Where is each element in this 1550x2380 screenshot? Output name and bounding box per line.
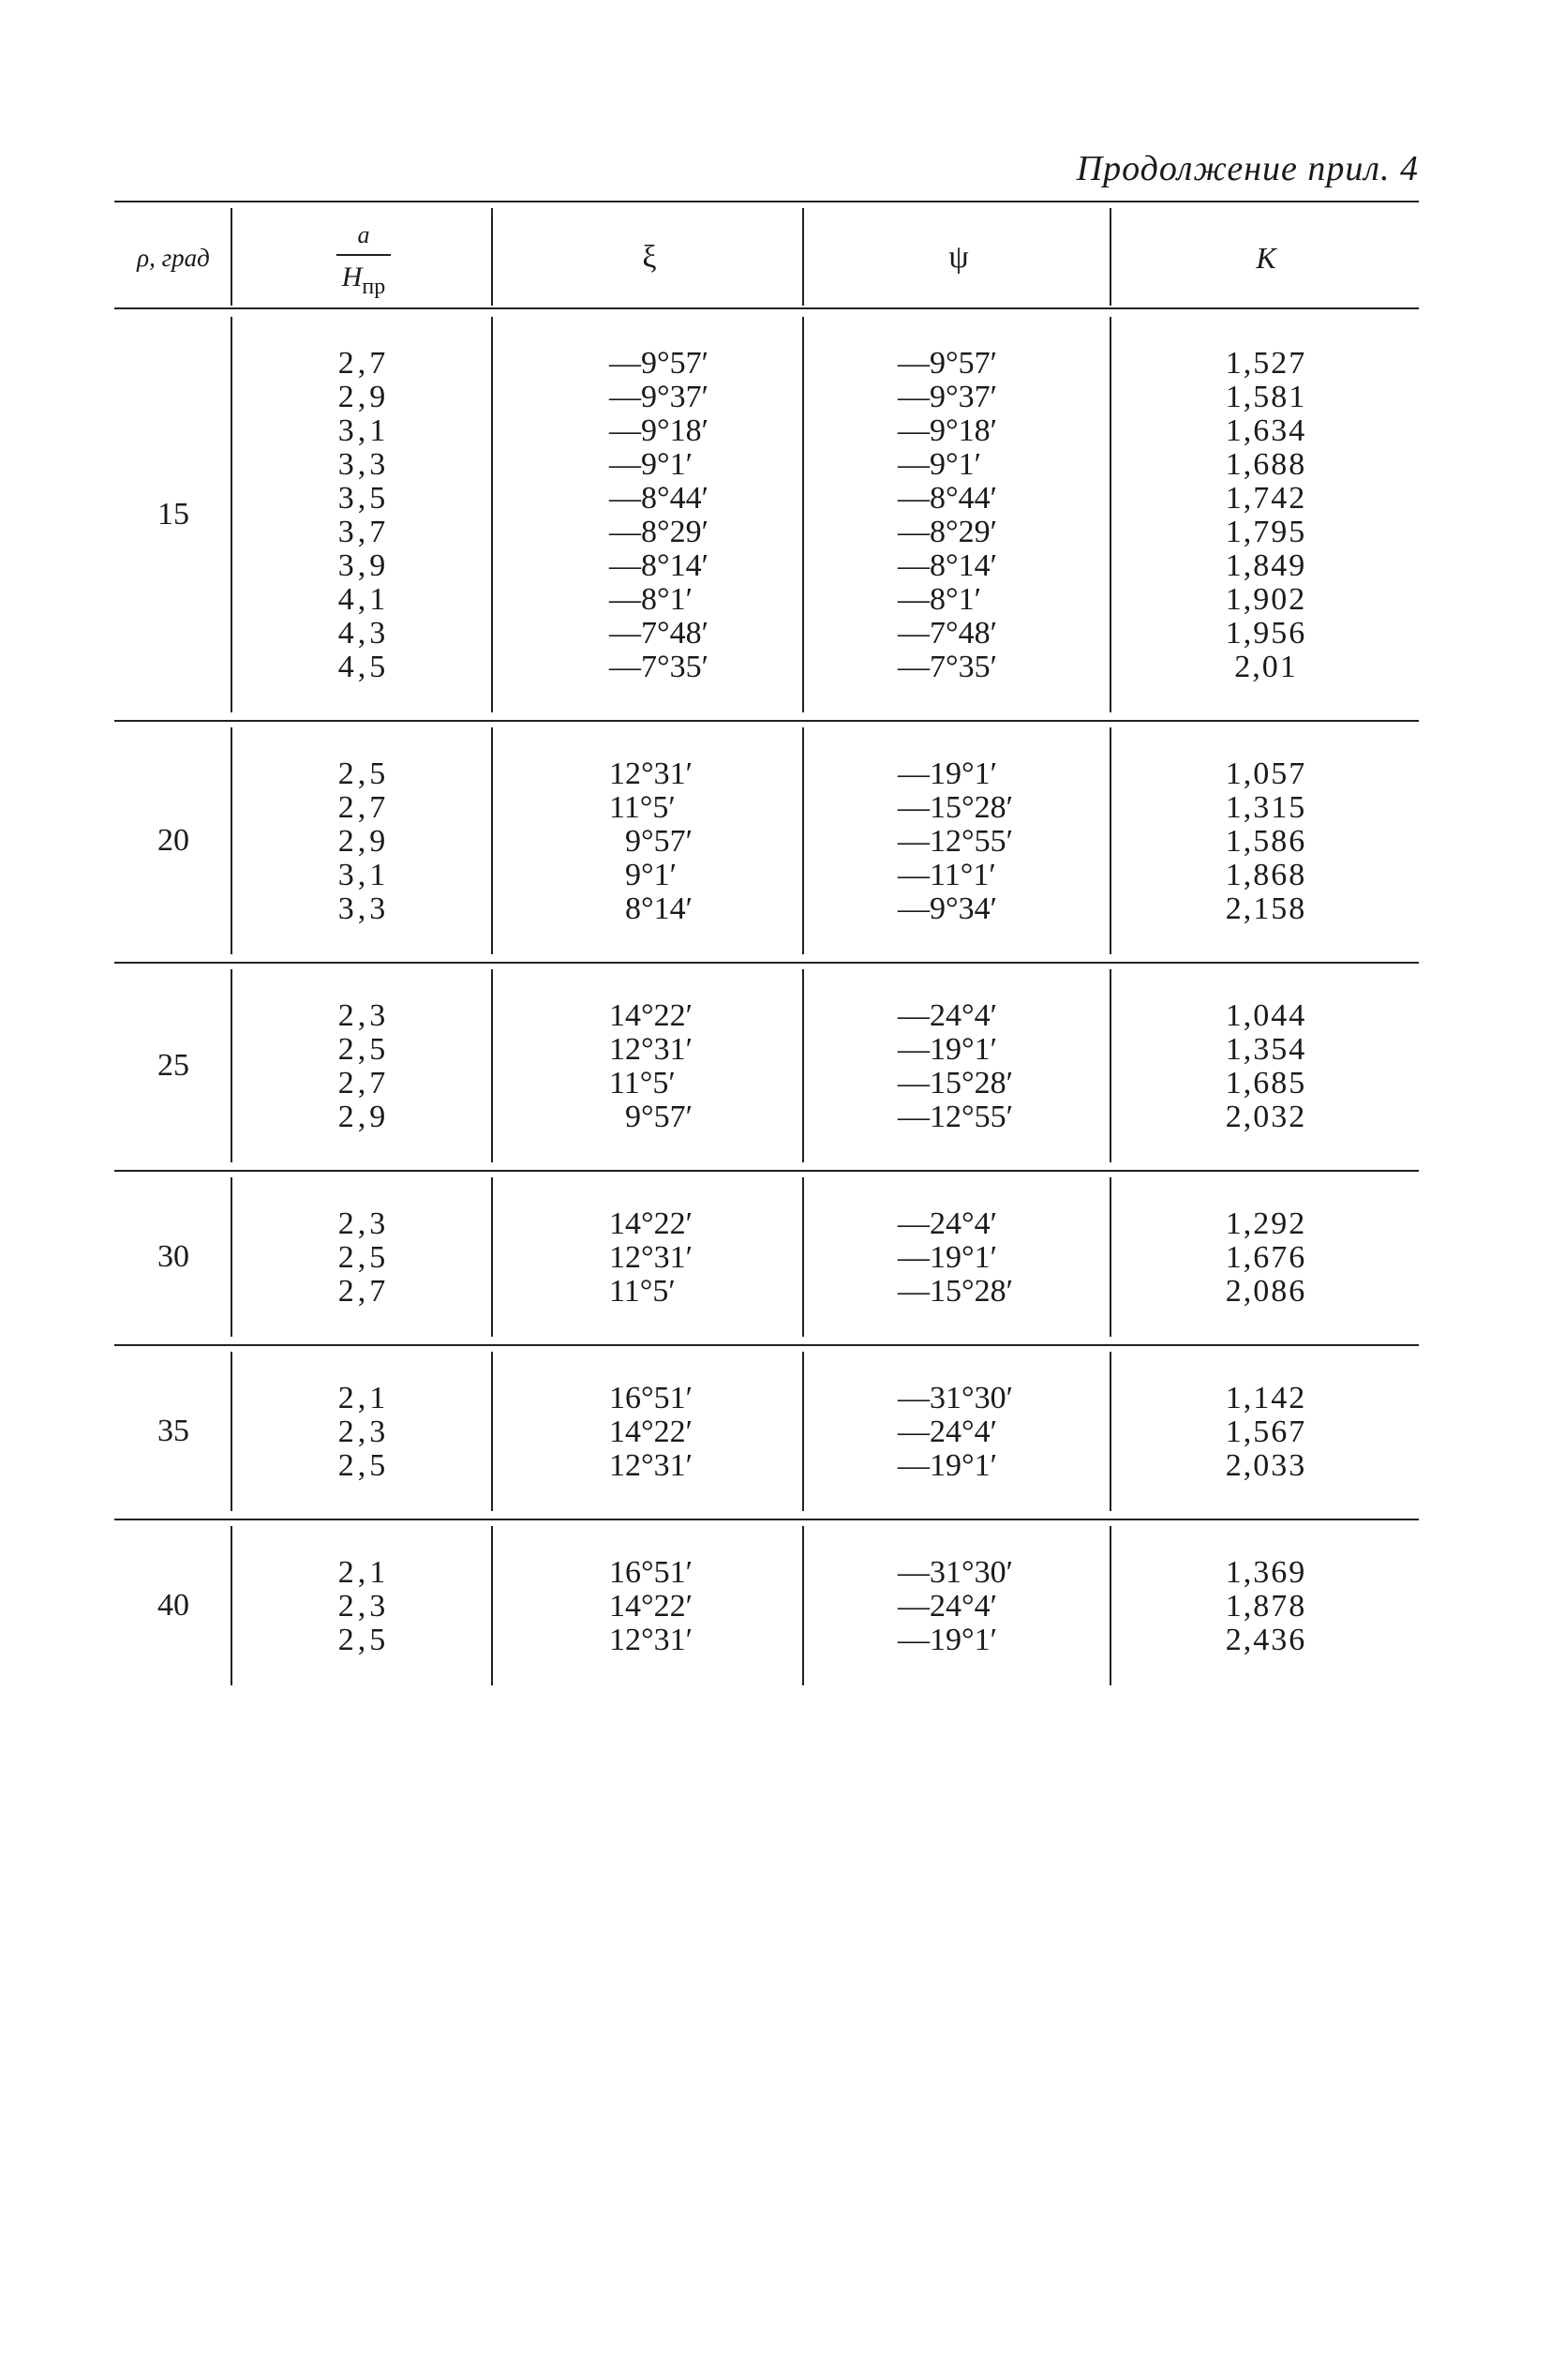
cell-a: 2,5 [337,1240,390,1275]
column-rule [231,969,232,1162]
cell-psi: —19°1′ [898,1240,998,1275]
group-separator-rule [114,962,1419,964]
header-rho-label: ρ, град [137,243,210,272]
cell-xi: 16°51′ [609,1555,693,1590]
group-rho-value: 15 [157,497,189,531]
cell-a: 4,5 [337,650,390,684]
cell-a: 2,1 [337,1555,390,1590]
column-a-cells [234,1556,493,1657]
column-rule [802,317,804,712]
cell-k: 1,142 [1225,1381,1307,1415]
cell-xi: —8°1′ [609,582,693,617]
column-psi-cells [806,1556,1111,1657]
column-rule [231,317,232,712]
cell-xi: 14°22′ [609,1206,693,1241]
cell-k: 1,902 [1225,582,1307,617]
column-rule [802,969,804,1162]
group-rho-value: 30 [157,1239,189,1274]
header-rho [114,208,232,307]
cell-xi: —8°14′ [609,548,709,583]
cell-psi: —12°55′ [898,824,1014,859]
ratio-denominator-subscript: пр [362,275,386,299]
cell-xi: 12°31′ [609,1240,693,1275]
column-xi-cells [495,1207,804,1309]
cell-k: 1,849 [1225,548,1307,583]
cell-psi: —24°4′ [898,1415,998,1449]
cell-k: 1,044 [1225,998,1307,1033]
column-psi-cells [806,1382,1111,1483]
fraction-bar [336,254,391,256]
cell-psi: —12°55′ [898,1100,1014,1134]
column-rule [491,317,493,712]
column-rule [491,969,493,1162]
cell-a: 2,7 [337,1066,390,1100]
cell-psi: —31°30′ [898,1555,1014,1590]
column-rule [1110,969,1111,1162]
cell-k: 2,032 [1225,1100,1307,1134]
column-rule [231,1177,232,1337]
cell-a: 2,7 [337,346,390,381]
column-psi-cells [806,757,1111,926]
cell-k: 1,586 [1225,824,1307,859]
column-xi-cells [495,1382,804,1483]
cell-psi: —9°34′ [898,891,998,926]
cell-psi: —15°28′ [898,1066,1014,1100]
cell-psi: —7°48′ [898,616,998,651]
column-rule [491,1526,493,1685]
group-separator-rule [114,1344,1419,1346]
cell-a: 2,5 [337,1623,390,1657]
cell-xi: 11°5′ [609,1066,676,1100]
cell-xi: 9°57′ [609,1100,693,1134]
group-rho-value: 35 [157,1414,189,1448]
cell-xi: 12°31′ [609,756,693,791]
cell-psi: —9°1′ [898,447,982,482]
column-xi-cells [495,1556,804,1657]
column-a-cells [234,999,493,1134]
column-rule [1110,317,1111,712]
cell-k: 2,033 [1225,1448,1307,1483]
cell-xi: 8°14′ [609,891,693,926]
group-separator-rule [114,720,1419,722]
header-column-rule [802,208,804,306]
header-ratio [234,208,493,307]
cell-k: 1,057 [1225,756,1307,791]
cell-a: 2,7 [337,790,390,825]
column-rule [1110,1177,1111,1337]
cell-xi: 12°31′ [609,1448,693,1483]
cell-psi: —24°4′ [898,1206,998,1241]
cell-a: 3,9 [337,548,390,583]
cell-k: 1,868 [1225,858,1307,892]
cell-xi: 14°22′ [609,1589,693,1624]
cell-a: 4,3 [337,616,390,651]
column-rule [231,1526,232,1685]
cell-psi: —31°30′ [898,1381,1014,1415]
cell-xi: —9°1′ [609,447,693,482]
cell-psi: —9°57′ [898,346,998,381]
cell-psi: —9°18′ [898,413,998,448]
cell-a: 3,5 [337,481,390,516]
cell-k: 1,567 [1225,1415,1307,1449]
column-rule [802,1526,804,1685]
column-rule [1110,727,1111,954]
column-k-cells [1113,757,1419,926]
column-rule [802,1177,804,1337]
ratio-numerator: a [357,221,370,248]
cell-a: 2,3 [337,1415,390,1449]
cell-a: 2,3 [337,1206,390,1241]
column-k-cells [1113,1382,1419,1483]
cell-a: 3,1 [337,413,390,448]
cell-k: 1,354 [1225,1032,1307,1067]
cell-k: 1,369 [1225,1555,1307,1590]
column-psi-cells [806,1207,1111,1309]
cell-a: 2,5 [337,1448,390,1483]
header-k-label: K [1256,240,1276,275]
cell-k: 2,01 [1234,650,1298,684]
cell-xi: —7°48′ [609,616,709,651]
cell-psi: —15°28′ [898,790,1014,825]
cell-psi: —8°44′ [898,481,998,516]
column-a-cells [234,347,493,684]
cell-xi: —9°18′ [609,413,709,448]
cell-psi: —8°29′ [898,515,998,549]
cell-xi: —9°57′ [609,346,709,381]
column-rule [1110,1352,1111,1511]
cell-xi: 11°5′ [609,790,676,825]
group-separator-rule [114,1170,1419,1172]
column-rule [231,1352,232,1511]
ratio-fraction [336,220,391,299]
cell-xi: 9°57′ [609,824,693,859]
cell-k: 1,634 [1225,413,1307,448]
header-psi-label: ψ [948,240,969,275]
cell-a: 3,7 [337,515,390,549]
table-top-rule [114,201,1419,202]
cell-a: 2,5 [337,1032,390,1067]
cell-k: 2,436 [1225,1623,1307,1657]
ratio-denominator-symbol: H [341,262,363,292]
column-rule [491,1177,493,1337]
column-psi-cells [806,347,1111,684]
cell-k: 1,676 [1225,1240,1307,1275]
cell-a: 2,3 [337,998,390,1033]
cell-a: 3,3 [337,447,390,482]
column-k-cells [1113,1207,1419,1309]
column-xi-cells [495,347,804,684]
column-rule [802,1352,804,1511]
cell-xi: 16°51′ [609,1381,693,1415]
cell-a: 2,5 [337,756,390,791]
cell-xi: 14°22′ [609,1415,693,1449]
cell-k: 1,956 [1225,616,1307,651]
column-k-cells [1113,347,1419,684]
cell-a: 2,7 [337,1274,390,1309]
cell-xi: —7°35′ [609,650,709,684]
cell-k: 1,581 [1225,380,1307,414]
column-k-cells [1113,1556,1419,1657]
cell-psi: —19°1′ [898,1623,998,1657]
cell-k: 1,878 [1225,1589,1307,1624]
cell-psi: —19°1′ [898,1448,998,1483]
table-caption: Продолжение прил. 4 [1076,149,1419,188]
cell-psi: —19°1′ [898,1032,998,1067]
cell-k: 2,158 [1225,891,1307,926]
header-k [1113,208,1419,307]
cell-xi: —8°44′ [609,481,709,516]
cell-k: 1,742 [1225,481,1307,516]
cell-psi: —8°14′ [898,548,998,583]
column-rule [802,727,804,954]
group-rho-value: 40 [157,1588,189,1623]
cell-psi: —11°1′ [898,858,996,892]
column-rule [491,727,493,954]
header-column-rule [231,208,232,306]
header-column-rule [1110,208,1111,306]
cell-psi: —19°1′ [898,756,998,791]
cell-k: 1,685 [1225,1066,1307,1100]
cell-psi: —7°35′ [898,650,998,684]
cell-k: 2,086 [1225,1274,1307,1309]
cell-k: 1,688 [1225,447,1307,482]
column-rule [231,727,232,954]
column-psi-cells [806,999,1111,1134]
cell-xi: 14°22′ [609,998,693,1033]
cell-psi: —8°1′ [898,582,982,617]
cell-a: 2,1 [337,1381,390,1415]
cell-psi: —24°4′ [898,998,998,1033]
column-xi-cells [495,999,804,1134]
cell-a: 2,9 [337,1100,390,1134]
cell-k: 1,292 [1225,1206,1307,1241]
cell-xi: 9°1′ [609,858,678,892]
cell-a: 2,9 [337,380,390,414]
cell-a: 2,9 [337,824,390,859]
cell-xi: 12°31′ [609,1032,693,1067]
header-psi [806,208,1111,307]
group-rho-value: 25 [157,1048,189,1083]
column-a-cells [234,1382,493,1483]
ratio-denominator [341,262,386,299]
column-a-cells [234,1207,493,1309]
column-a-cells [234,757,493,926]
column-rule [491,1352,493,1511]
cell-a: 4,1 [337,582,390,617]
header-bottom-rule [114,307,1419,309]
group-rho-value: 20 [157,823,189,858]
cell-xi: 11°5′ [609,1274,676,1309]
cell-psi: —15°28′ [898,1274,1014,1309]
cell-xi: —8°29′ [609,515,709,549]
cell-a: 2,3 [337,1589,390,1624]
cell-k: 1,315 [1225,790,1307,825]
cell-xi: 12°31′ [609,1623,693,1657]
cell-xi: —9°37′ [609,380,709,414]
column-rule [1110,1526,1111,1685]
header-xi-label: ξ [642,240,657,275]
column-xi-cells [495,757,804,926]
header-column-rule [491,208,493,306]
header-xi [495,208,804,307]
cell-psi: —24°4′ [898,1589,998,1624]
cell-k: 1,795 [1225,515,1307,549]
group-separator-rule [114,1519,1419,1520]
cell-a: 3,1 [337,858,390,892]
cell-psi: —9°37′ [898,380,998,414]
cell-a: 3,3 [337,891,390,926]
column-k-cells [1113,999,1419,1134]
cell-k: 1,527 [1225,346,1307,381]
